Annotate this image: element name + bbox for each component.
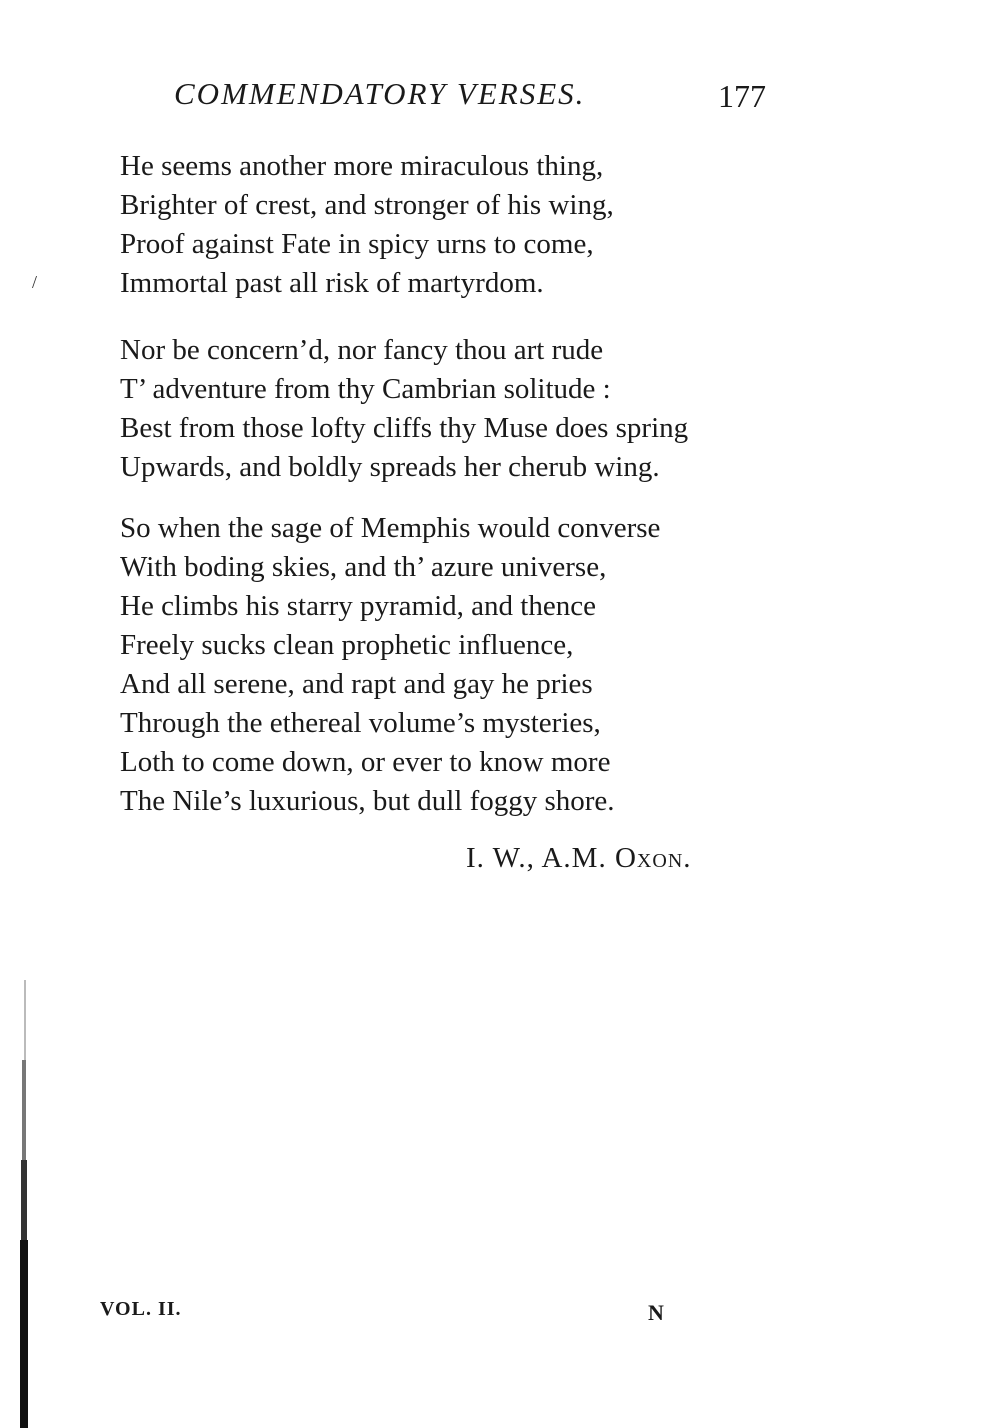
poem-line: Upwards, and boldly spreads her cherub wing. — [120, 451, 660, 483]
page-number: 177 — [718, 78, 766, 114]
stanza-1 — [120, 147, 614, 303]
poem-line: He seems another more miraculous thing, — [120, 150, 604, 182]
stanza-3 — [120, 509, 660, 821]
poem-line: The Nile’s luxurious, but dull foggy shore. — [120, 785, 615, 817]
binding-shadow — [18, 980, 34, 1428]
poem-line: Brighter of crest, and stronger of his wing, — [120, 189, 614, 221]
poem-line: Through the ethereal volume’s mysteries, — [120, 707, 601, 739]
poem-line: Freely sucks clean prophetic influence, — [120, 629, 574, 661]
poem-line: Nor be concern’d, nor fancy thou art rude — [120, 334, 604, 366]
poem-line: T’ adventure from thy Cambrian solitude : — [120, 373, 611, 405]
poem-line: And all serene, and rapt and gay he pries — [120, 668, 593, 700]
poem-line: Proof against Fate in spicy urns to come, — [120, 228, 594, 260]
margin-mark: / — [32, 272, 38, 292]
signature-place: Oxon. — [614, 842, 692, 874]
signature-mark: N — [648, 1300, 664, 1325]
poem-line: He climbs his starry pyramid, and thence — [120, 590, 596, 622]
author-signature — [466, 842, 692, 875]
volume-label: VOL. II. — [100, 1298, 182, 1320]
poem-line: Best from those lofty cliffs thy Muse does spring — [120, 412, 689, 444]
running-title: COMMENDATORY VERSES. — [174, 76, 586, 111]
poem-line: Immortal past all risk of martyrdom. — [120, 267, 544, 299]
stanza-2 — [120, 331, 688, 487]
poem-line: So when the sage of Memphis would converse — [120, 512, 661, 544]
poem-line: With boding skies, and th’ azure universe, — [120, 551, 607, 583]
poem-line: Loth to come down, or ever to know more — [120, 746, 611, 778]
signature-initials: I. W., A.M. — [466, 842, 607, 874]
